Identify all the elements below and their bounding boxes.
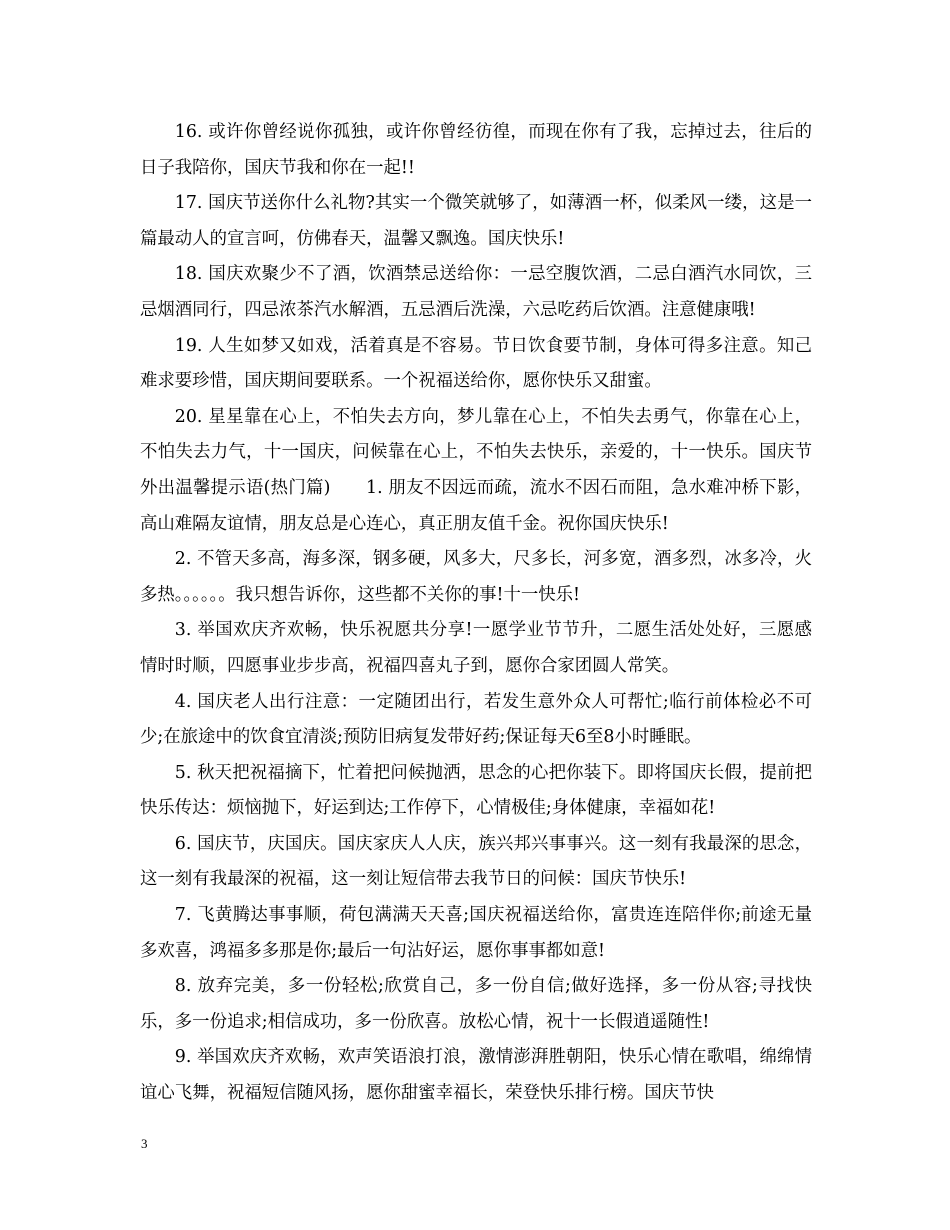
document-body <box>140 115 812 1112</box>
paragraph-5: 5. 秋天把祝福摘下，忙着把问候抛洒，思念的心把你装下。即将国庆长假，提前把快乐传达：烦恼抛下，好运到达;工作停下，心情极佳;身体健康，幸福如花! <box>140 762 812 819</box>
paragraph-19: 19. 人生如梦又如戏，活着真是不容易。节日饮食要节制，身体可得多注意。知己难求要珍惜，国庆期间要联系。一个祝福送给你，愿你快乐又甜蜜。 <box>140 335 812 392</box>
paragraph-20: 20. 星星靠在心上，不怕失去方向，梦儿靠在心上，不怕失去勇气，你靠在心上，不怕失去力气，十一国庆，问候靠在心上，不怕失去快乐，亲爱的，十一快乐。国庆节外出温馨提示语(热门篇) 1. 朋友不因远而疏，流水不因石而阻，急水难冲桥下影，高山难隔友谊情，朋友总是心连心，真正朋友值千金。祝你国庆快乐! <box>140 406 812 534</box>
paragraph-18: 18. 国庆欢聚少不了酒，饮酒禁忌送给你：一忌空腹饮酒，二忌白酒汽水同饮，三忌烟酒同行，四忌浓茶汽水解酒，五忌酒后洗澡，六忌吃药后饮酒。注意健康哦! <box>140 264 812 320</box>
paragraph-3: 3. 举国欢庆齐欢畅，快乐祝愿共分享!一愿学业节节升，二愿生活处处好，三愿感情时时顺，四愿事业步步高，祝福四喜丸子到，愿你合家团圆人常笑。 <box>140 620 812 676</box>
page-number: 3 <box>141 1136 148 1151</box>
paragraph-7: 7. 飞黄腾达事事顺，荷包满满天天喜;国庆祝福送给你，富贵连连陪伴你;前途无量多欢喜，鸿福多多那是你;最后一句沾好运，愿你事事都如意! <box>140 905 812 961</box>
paragraph-6: 6. 国庆节，庆国庆。国庆家庆人人庆，族兴邦兴事事兴。这一刻有我最深的思念，这一刻有我最深的祝福，这一刻让短信带去我节日的问候：国庆节快乐! <box>140 833 812 890</box>
paragraph-17: 17. 国庆节送你什么礼物?其实一个微笑就够了，如薄酒一杯，似柔风一缕，这是一篇最动人的宣言呵，仿佛春天，温馨又飘逸。国庆快乐! <box>140 193 812 249</box>
paragraph-9: 9. 举国欢庆齐欢畅，欢声笑语浪打浪，激情澎湃胜朝阳，快乐心情在歌唱，绵绵情谊心飞舞，祝福短信随风扬，愿你甜蜜幸福长，荣登快乐排行榜。国庆节快 <box>140 1047 812 1104</box>
paragraph-4: 4. 国庆老人出行注意：一定随团出行，若发生意外众人可帮忙;临行前体检必不可少;在旅途中的饮食宜清淡;预防旧病复发带好药;保证每天6至8小时睡眠。 <box>140 691 812 748</box>
paragraph-2: 2. 不管天多高，海多深，钢多硬，风多大，尺多长，河多宽，酒多烈，冰多冷，火多热。。。。。。我只想告诉你，这些都不关你的事!十一快乐! <box>140 549 812 605</box>
paragraph-16: 16. 或许你曾经说你孤独，或许你曾经彷徨，而现在你有了我，忘掉过去，往后的日子我陪你，国庆节我和你在一起!! <box>140 122 812 178</box>
paragraph-8: 8. 放弃完美，多一份轻松;欣赏自己，多一份自信;做好选择，多一份从容;寻找快乐，多一份追求;相信成功，多一份欣喜。放松心情，祝十一长假逍遥随性! <box>140 976 812 1032</box>
